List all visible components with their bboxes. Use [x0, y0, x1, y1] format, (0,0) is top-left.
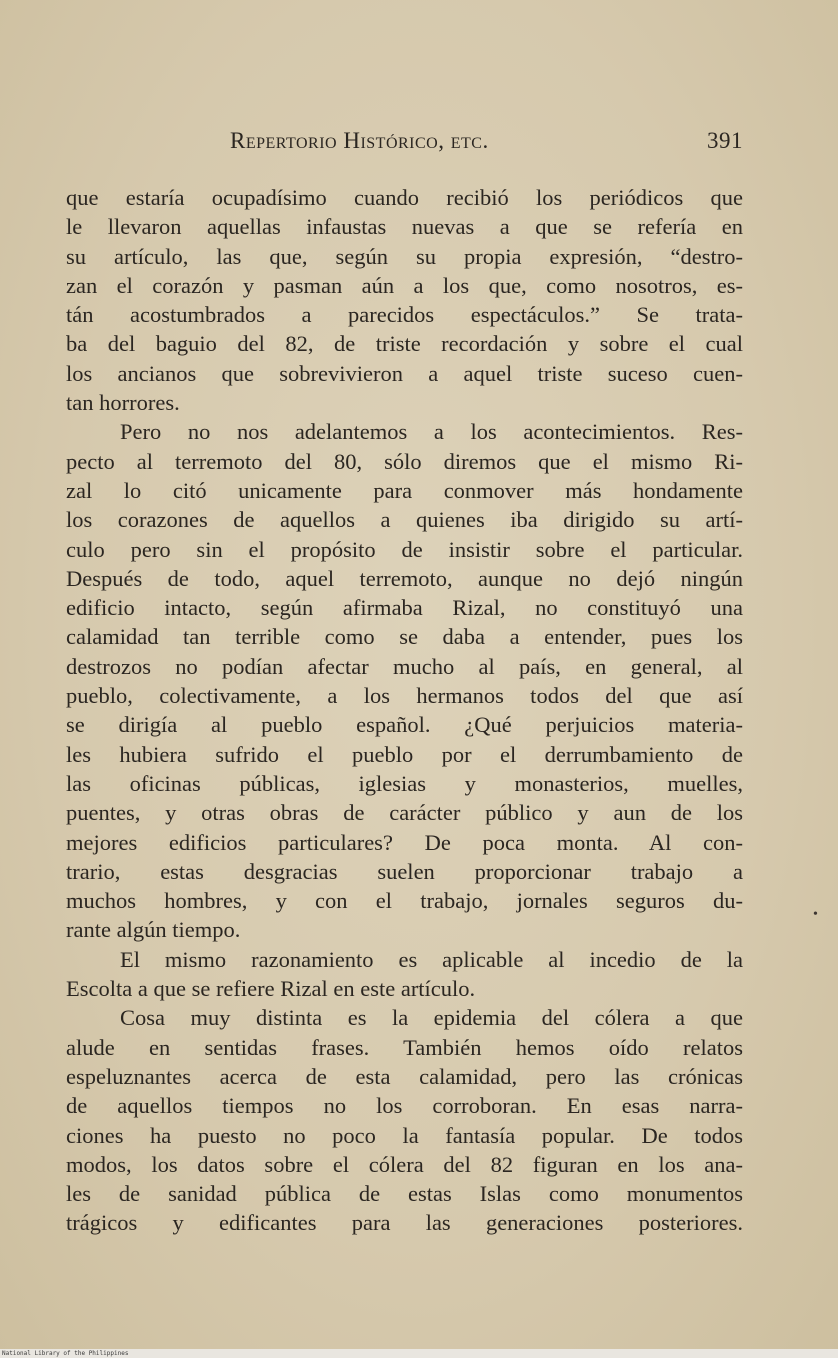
text-line: rante algún tiempo.: [66, 917, 241, 943]
text-line: ba del baguio del 82, de triste recordación y sobre el cual: [66, 331, 743, 357]
text-line: le llevaron aquellas infaustas nuevas a que se refería en: [66, 214, 743, 240]
text-line: muchos hombres, y con el trabajo, jornales seguros du-: [66, 888, 743, 914]
text-line: modos, los datos sobre el cólera del 82 figuran en los ana-: [66, 1151, 743, 1177]
text-line: Pero no nos adelantemos a los acontecimientos. Res-: [120, 419, 743, 445]
text-line: trario, estas desgracias suelen proporcionar trabajo a: [66, 858, 743, 884]
running-header: [66, 124, 743, 160]
page-number: 391: [707, 128, 743, 153]
text-line: zan el corazón y pasman aún a los que, como nosotros, es-: [66, 272, 743, 298]
text-line: zal lo citó unicamente para conmover más hondamente: [66, 477, 743, 503]
text-line: puentes, y otras obras de carácter público y aun de los: [66, 800, 743, 826]
text-line: Escolta a que se refiere Rizal en este artículo.: [66, 976, 476, 1002]
text-line: que estaría ocupadísimo cuando recibió los periódicos que: [66, 185, 743, 210]
text-line: ciones ha puesto no poco la fantasía popular. De todos: [66, 1122, 743, 1148]
text-line: los corazones de aquellos a quienes iba dirigido su artí-: [66, 507, 743, 533]
text-line: les hubiera sufrido el pueblo por el derrumbamiento de: [66, 741, 743, 767]
text-line: se dirigía al pueblo español. ¿Qué perjuicios materia-: [66, 712, 743, 738]
body-text: [66, 183, 743, 1238]
text-line: trágicos y edificantes para las generaciones posteriores.: [66, 1210, 743, 1236]
text-line: espeluznantes acerca de esta calamidad, pero las crónicas: [66, 1063, 743, 1089]
text-line: las oficinas públicas, iglesias y monasterios, muelles,: [66, 770, 743, 796]
library-credit: National Library of the Philippines: [2, 1350, 129, 1357]
text-line: edificio intacto, según afirmaba Rizal, no constituyó una: [66, 595, 743, 621]
text-line: mejores edificios particulares? De poca monta. Al con-: [66, 829, 743, 855]
margin-bullet-mark: •: [813, 907, 818, 922]
text-line: culo pero sin el propósito de insistir sobre el particular.: [66, 536, 743, 562]
text-line: los ancianos que sobrevivieron a aquel triste suceso cuen-: [66, 360, 743, 386]
text-line: tan horrores.: [66, 390, 180, 416]
text-line: destrozos no podían afectar mucho al país, en general, al: [66, 653, 743, 679]
text-line: pecto al terremoto del 80, sólo diremos que el mismo Ri-: [66, 448, 743, 474]
text-line: su artículo, las que, según su propia expresión, “destro-: [66, 243, 743, 269]
text-line: El mismo razonamiento es aplicable al incedio de la: [120, 946, 743, 972]
text-line: les de sanidad pública de estas Islas como monumentos: [66, 1181, 743, 1207]
text-line: de aquellos tiempos no los corroboran. En esas narra-: [66, 1093, 743, 1119]
text-line: pueblo, colectivamente, a los hermanos todos del que así: [66, 683, 743, 709]
text-line: alude en sentidas frases. También hemos oído relatos: [66, 1034, 743, 1060]
running-title: Repertorio Histórico, etc.: [230, 128, 489, 153]
text-line: Después de todo, aquel terremoto, aunque no dejó ningún: [66, 565, 743, 591]
text-line: tán acostumbrados a parecidos espectáculos.” Se trata-: [66, 302, 743, 328]
text-line: Cosa muy distinta es la epidemia del cólera a que: [120, 1005, 743, 1031]
text-line: calamidad tan terrible como se daba a entender, pues los: [66, 624, 743, 650]
